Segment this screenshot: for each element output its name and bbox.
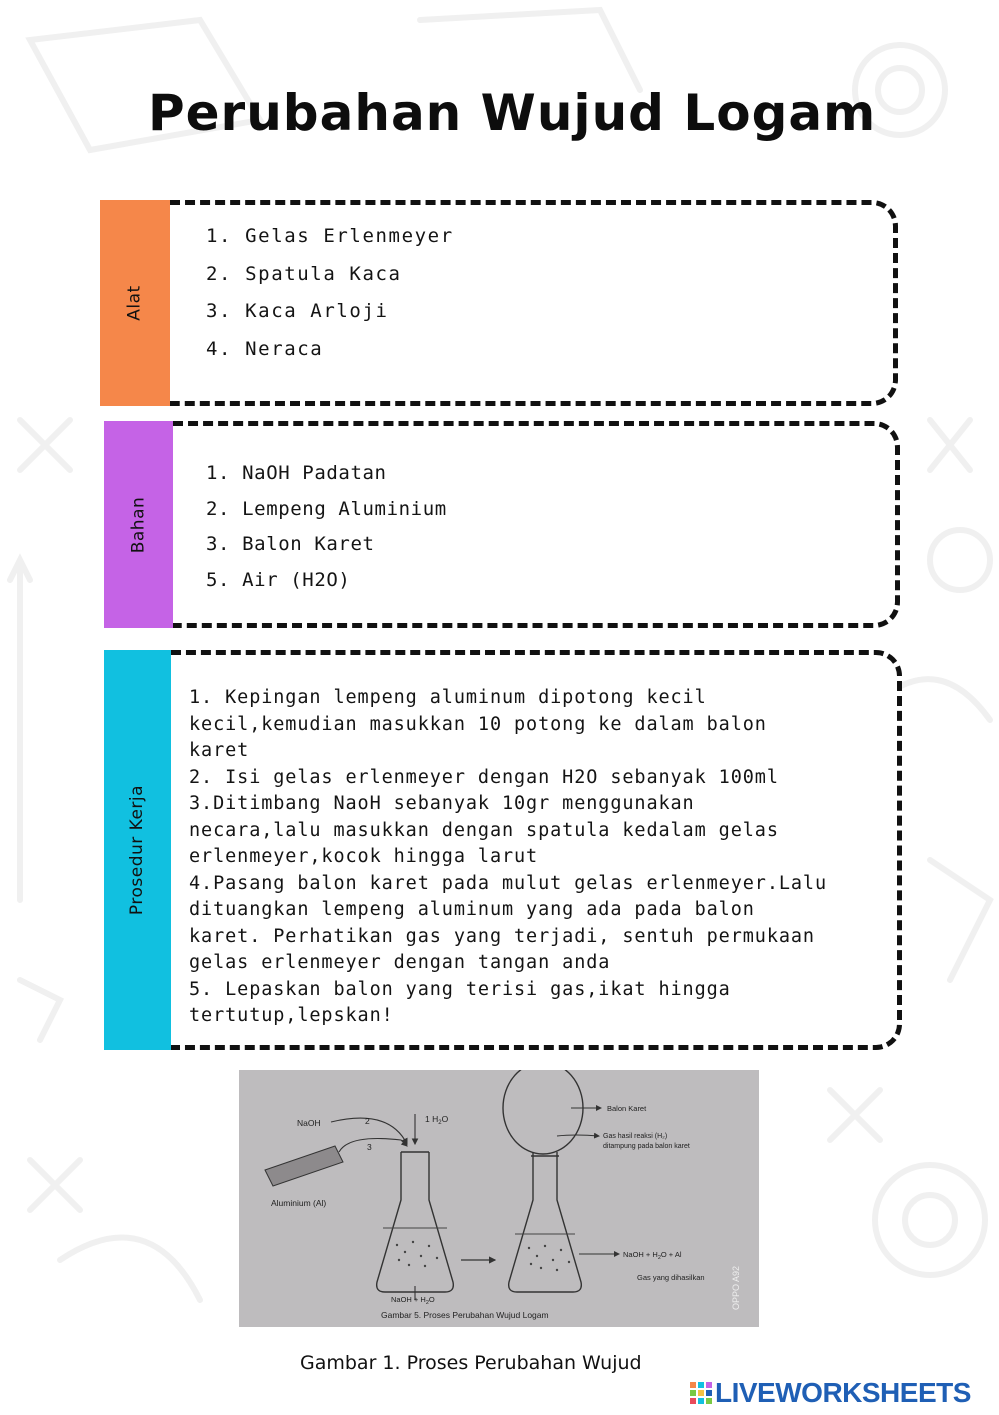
procedure-line: dituangkan lempeng aluminum yang ada pada balon [189, 899, 755, 920]
liveworksheets-brand[interactable] [690, 1377, 971, 1409]
list-item: 2. Spatula Kaca [206, 262, 402, 285]
alat-tab-label: Alat [125, 285, 145, 321]
list-item: 2. Lempeng Aluminium [206, 497, 447, 520]
procedure-line: 5. Lepaskan balon yang terisi gas,ikat hingga [189, 978, 731, 1000]
prosedur-tab-label: Prosedur Kerja [127, 784, 148, 916]
gas-label-line2: ditampung pada balon karet [603, 1143, 690, 1150]
step-2-label: 2 [365, 1116, 370, 1126]
list-item: 1. NaOH Padatan [206, 462, 387, 484]
procedure-line: erlenmeyer,kocok hingga larut [189, 846, 539, 867]
brand-text: LIVEWORKSHEETS [715, 1377, 971, 1408]
naoh-label: NaOH [297, 1118, 321, 1128]
procedure-line: kecil,kemudian masukkan 10 potong ke dalam balon [189, 713, 767, 735]
bahan-list [206, 462, 447, 604]
procedure-line: 4.Pasang balon karet pada mulut gelas erlenmeyer.Lalu [189, 872, 828, 894]
procedure-line: 2. Isi gelas erlenmeyer dengan H2O sebanyak 100ml [189, 766, 779, 788]
figure-caption: Gambar 1. Proses Perubahan Wujud [300, 1352, 642, 1374]
list-item: 3. Kaca Arloji [206, 300, 389, 322]
book-figure-caption: Gambar 5. Proses Perubahan Wujud Logam [381, 1310, 549, 1320]
procedure-line: 3.Ditimbang NaoH sebanyak 10gr menggunakan [189, 793, 695, 814]
procedure-line: karet [189, 740, 250, 761]
naoh-h2o-label: NaOH + $H_2O$ [391, 1295, 435, 1306]
procedure-text [189, 685, 869, 1030]
bahan-tab-label: Bahan [128, 496, 149, 553]
procedure-line: gelas erlenmeyer dengan tangan anda [189, 952, 611, 973]
procedure-line: karet. Perhatikan gas yang terjadi, sentuh permukaan [189, 925, 815, 947]
experiment-diagram-photo [239, 1070, 759, 1327]
procedure-line: tertutup,lepskan! [189, 1005, 394, 1026]
gas-produced-label: Gas yang dihasilkan [637, 1273, 705, 1282]
prosedur-tab [104, 650, 171, 1050]
page-title: Perubahan Wujud Logam [148, 84, 877, 142]
step-3-label: 3 [367, 1142, 372, 1152]
aluminium-label: Aluminium (Al) [271, 1198, 327, 1208]
alat-list [206, 225, 454, 375]
list-item: 5. Air (H2O) [206, 568, 351, 591]
h2o-label: 1 $H_2O$ [425, 1114, 449, 1126]
list-item: 1. Gelas Erlenmeyer [206, 225, 454, 247]
product-label: NaOH + $H_2O + Al$ [623, 1250, 682, 1261]
procedure-line: 1. Kepingan lempeng aluminum dipotong kecil [189, 687, 707, 708]
bahan-tab [104, 421, 173, 628]
camera-watermark: OPPO A92 [731, 1265, 741, 1310]
gas-label-line1: Gas hasil reaksi (H₂) [603, 1133, 668, 1140]
procedure-line: necara,lalu masukkan dengan spatula kedalam gelas [189, 819, 779, 841]
alat-tab [100, 200, 170, 406]
list-item: 4. Neraca [206, 337, 324, 360]
balon-label: Balon Karet [607, 1104, 647, 1113]
liveworksheets-logo-icon [690, 1382, 712, 1404]
list-item: 3. Balon Karet [206, 533, 375, 555]
